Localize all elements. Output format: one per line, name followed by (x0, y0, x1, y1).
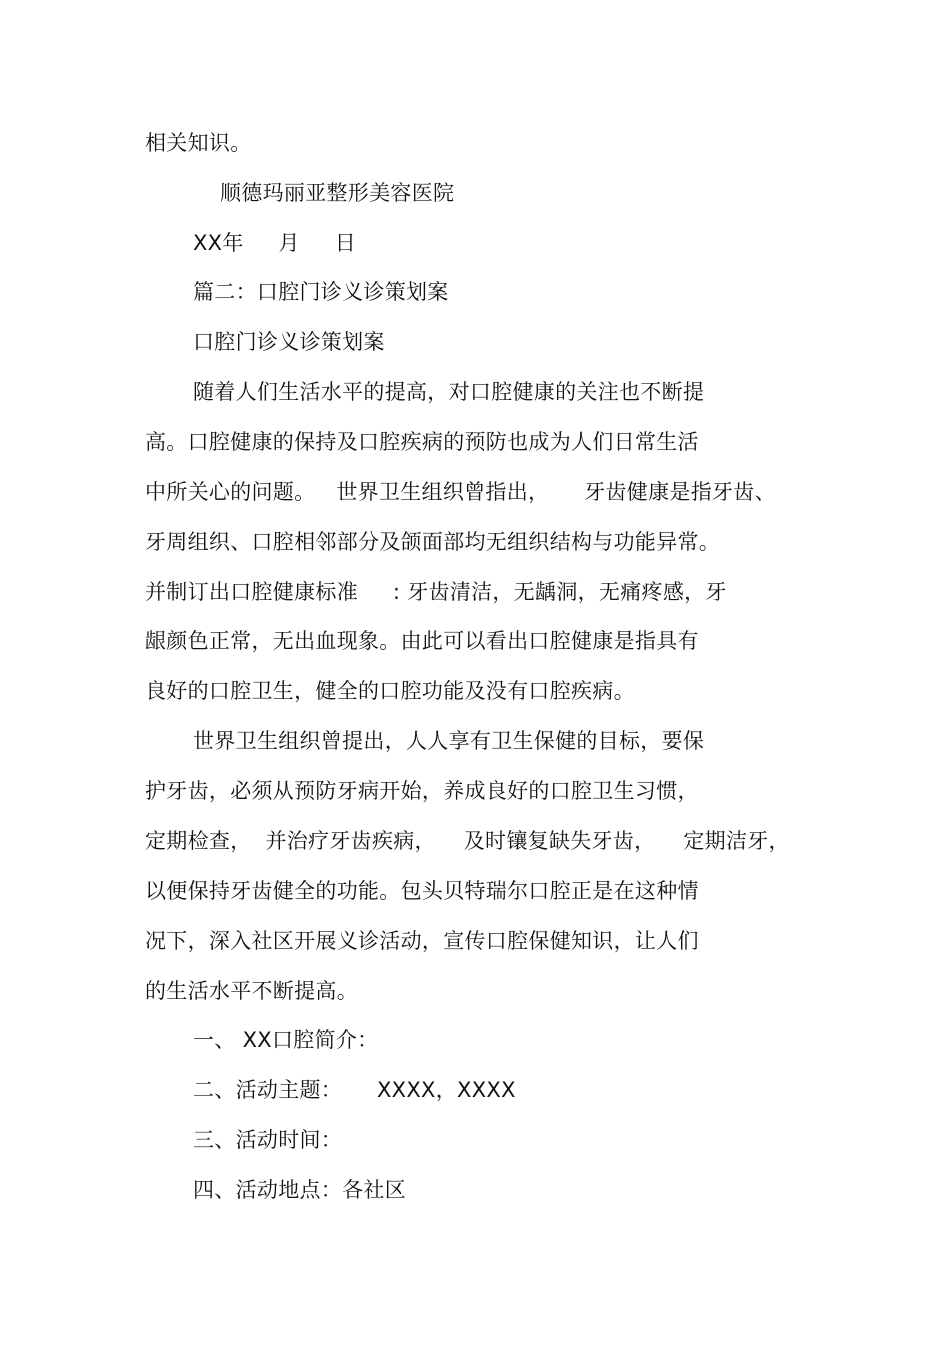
list-item: 三、活动时间： (193, 1128, 343, 1152)
hospital-name: 顺德玛丽亚整形美容医院 (220, 181, 455, 205)
text-line: 以便保持牙齿健全的功能。包头贝特瑞尔口腔正是在这种情 (145, 879, 699, 903)
text-line: 龈颜色正常，无出血现象。由此可以看出口腔健康是指具有 (145, 629, 699, 653)
text-line: 世界卫生组织曾提出，人人享有卫生保健的目标，要保 (193, 729, 705, 753)
text-line: 牙周组织、口腔相邻部分及颌面部均无组织结构与功能异常。 (145, 530, 721, 554)
text-line: 并制订出口腔健康标准 : 牙齿清洁，无龋洞，无痛疼感，牙 (145, 580, 727, 604)
text-line: 定期检查， 并治疗牙齿疾病， 及时镶复缺失牙齿， 定期洁牙， (145, 829, 790, 853)
text-line: 良好的口腔卫生，健全的口腔功能及没有口腔疾病。 (145, 679, 635, 703)
text-line: 的生活水平不断提高。 (145, 979, 358, 1003)
list-item: 四、活动地点：各社区 (193, 1178, 406, 1202)
text-line: 况下，深入社区开展义诊活动，宣传口腔保健知识，让人们 (145, 929, 699, 953)
section-heading: 篇二：口腔门诊义诊策划案 (193, 280, 449, 304)
list-item: 一、 XX口腔简介： (193, 1028, 379, 1052)
text-line: 高。口腔健康的保持及口腔疾病的预防也成为人们日常生活 (145, 430, 699, 454)
document-title: 口腔门诊义诊策划案 (193, 330, 385, 354)
text-line: 随着人们生活水平的提高，对口腔健康的关注也不断提 (193, 380, 705, 404)
text-line: 护牙齿，必须从预防牙病开始，养成良好的口腔卫生习惯， (145, 779, 699, 803)
list-item: 二、活动主题： XXXX，XXXX (193, 1078, 516, 1102)
text-line: 相关知识。 (145, 131, 252, 155)
text-line: 中所关心的问题。 世界卫生组织曾指出， 牙齿健康是指牙齿、 (145, 480, 776, 504)
date-line: XX年 月 日 (193, 231, 357, 255)
